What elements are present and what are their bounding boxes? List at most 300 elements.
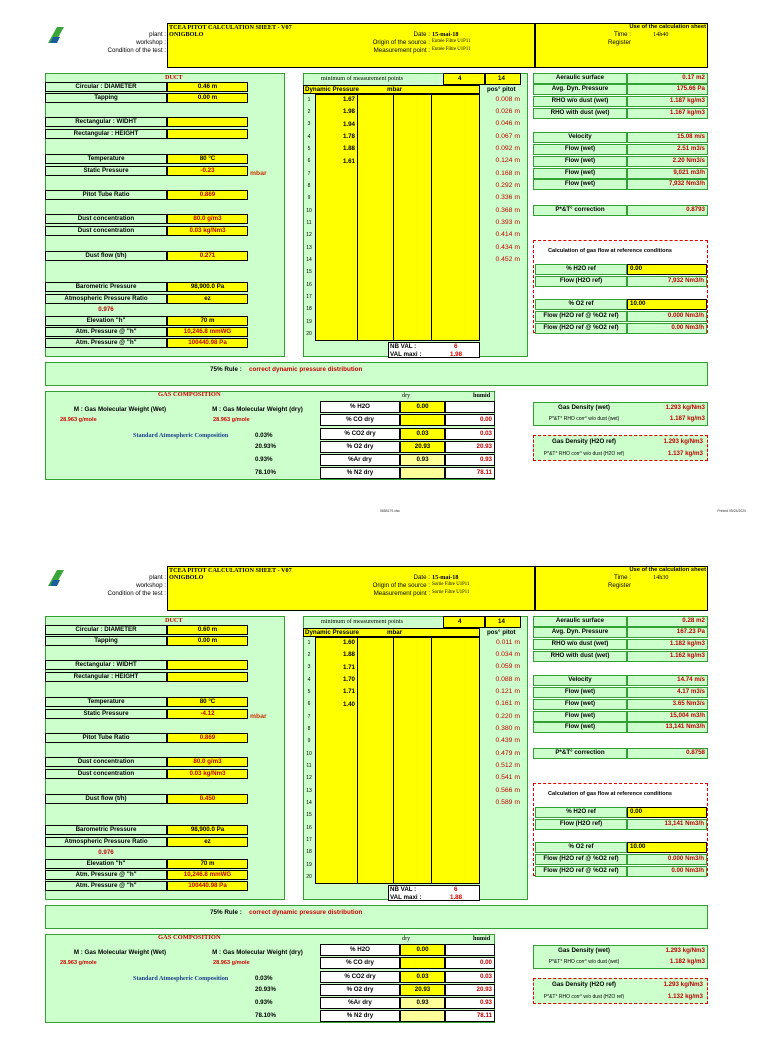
valmaxi-label: VAL maxi : xyxy=(390,351,422,358)
apr-number: 0.976 xyxy=(98,849,114,857)
duct-input-atm2[interactable]: 100440.98 Pa xyxy=(167,881,248,891)
point-number: 10 xyxy=(306,750,312,757)
lafarge-logo-mark-icon xyxy=(48,27,64,43)
duct-label-circ: Circular : DIAMETER xyxy=(45,82,167,92)
nbval-value: 6 xyxy=(454,886,458,893)
gas-humid-h2o xyxy=(445,401,495,413)
o2-std: 20.93% xyxy=(255,443,276,450)
date-label: Date : xyxy=(413,574,430,581)
duct-input-rh[interactable] xyxy=(167,129,248,139)
date-label: Date : xyxy=(413,31,430,38)
point-number: 8 xyxy=(307,725,311,732)
pitot-position-value: 0.452 m xyxy=(495,256,520,264)
lafarge-logo xyxy=(45,23,125,68)
point-number: 14 xyxy=(306,257,312,264)
ref-label-h2o_ref: % H2O ref xyxy=(535,807,627,818)
ref-label-o2_ref: % O2 ref xyxy=(535,299,627,310)
gas-label-o2_dry: % O2 dry xyxy=(320,441,400,453)
duct-input-rw[interactable] xyxy=(167,117,248,127)
mw-wet-value: 28.963 g/mole xyxy=(60,960,97,966)
right-value-flow2: 3.65 Nm3/s xyxy=(627,699,708,710)
measurement-value: Entrée Filtre U1P11 xyxy=(432,47,471,52)
workshop-label: workshop : xyxy=(136,582,166,589)
right-label-ptcorr: P*&T° correction xyxy=(533,748,627,759)
pitot-position-value: 0.336 m xyxy=(495,194,520,202)
gas-label-o2_dry: % O2 dry xyxy=(320,984,400,996)
point-number: 11 xyxy=(306,220,312,226)
pitot-position-value: 0.067 m xyxy=(495,132,520,140)
right-value-aero: 0.28 m2 xyxy=(627,616,708,627)
right-label-flow: Flow (wet) xyxy=(533,711,627,722)
rule-label: 75% Rule : xyxy=(210,366,242,373)
density-ref-label: Gas Density (H2O ref) xyxy=(552,437,616,445)
duct-input-pitot[interactable]: 0.869 xyxy=(167,733,248,743)
min-points-cell xyxy=(443,616,485,628)
plant-value: ONIGBOLO xyxy=(169,31,204,38)
point-number: 4 xyxy=(307,676,311,683)
ref-value-flow_o2a: 0.000 Nm3/h xyxy=(627,854,707,865)
ref-value-flow_o2b: 0.00 Nm3/h xyxy=(627,323,707,334)
pitot-position-value: 0.380 m xyxy=(495,725,520,733)
right-value-rho_w: 1.167 kg/m3 xyxy=(627,108,708,119)
gas-label-co_dry: % CO dry xyxy=(320,414,400,426)
right-value-rho_wo: 1.182 kg/m3 xyxy=(627,639,708,650)
gas-humid-ar_dry: 0.93 xyxy=(445,454,495,466)
right-label-flow: Flow (wet) xyxy=(533,722,627,733)
point-number: 5 xyxy=(307,688,311,695)
humid-label: humid xyxy=(473,935,491,942)
duct-title: DUCT xyxy=(165,617,183,624)
condition-label: Condition of the test : xyxy=(107,590,166,597)
gas-dry-h2o[interactable]: 0.00 xyxy=(400,944,445,956)
ref-label-flow_o2b: Flow (H2O ref @ %O2 ref) xyxy=(535,866,627,877)
dyn-pressure-value[interactable]: 1.98 xyxy=(342,108,355,116)
ref-label-o2_ref: % O2 ref xyxy=(535,842,627,853)
condition-label: Condition of the test : xyxy=(107,47,166,54)
duct-label-rw: Rectangular : WIDHT xyxy=(45,117,167,127)
point-number: 20 xyxy=(306,874,312,881)
gas-dry-o2_dry[interactable]: 20.93 xyxy=(400,984,445,996)
ref-label-flow_h2o_ref: Flow (H2O ref) xyxy=(535,819,627,830)
gas-humid-co_dry: 0.00 xyxy=(445,957,495,969)
dry-label: dry xyxy=(402,392,411,399)
duct-label-atm2: Atm. Pressure @ "h" xyxy=(45,338,167,348)
point-number: 17 xyxy=(306,837,312,844)
duct-input-dust2[interactable]: 0.03 kg/Nm3 xyxy=(167,769,248,779)
dyn-pressure-value[interactable]: 1.61 xyxy=(342,157,355,165)
o2-std: 20.93% xyxy=(255,986,276,993)
point-number: 6 xyxy=(307,158,311,165)
corr-ref-label: P*&T° RHO corr° w/o dust (H2O ref) xyxy=(543,993,625,1000)
mw-wet-label: M : Gas Molecular Weight (Wet) xyxy=(73,948,167,956)
right-label-avgdyn: Avg. Dyn. Pressure xyxy=(533,627,627,638)
pitot-position-value: 0.589 m xyxy=(495,799,520,807)
corr-wet-value: 1.182 kg/m3 xyxy=(669,957,705,965)
right-label-flow: Flow (wet) xyxy=(533,687,627,698)
duct-label-static: Static Pressure xyxy=(45,709,167,719)
gas-dry-n2_dry xyxy=(400,467,445,479)
point-number: 7 xyxy=(307,713,311,720)
right-label-rho_w: RHO with dust (wet) xyxy=(533,108,627,119)
footer-left: 5858179.xlsx xyxy=(380,509,400,513)
time-value: 14h30 xyxy=(653,574,669,581)
gas-dry-co_dry xyxy=(400,414,445,426)
ar-std: 0.93% xyxy=(255,999,273,1006)
pitot-position-value: 0.292 m xyxy=(495,182,520,190)
duct-input-temp[interactable]: 80 °C xyxy=(167,697,248,707)
right-label-aero: Aeraulic surface xyxy=(533,73,627,84)
duct-label-dustflow: Dust flow (t/h) xyxy=(45,251,167,261)
duct-input-tapping[interactable]: 0.00 m xyxy=(167,636,248,646)
duct-input-rh[interactable] xyxy=(167,672,248,682)
duct-input-temp[interactable]: 80 °C xyxy=(167,154,248,164)
time-label: Time : xyxy=(614,574,631,581)
ref-value-h2o_ref[interactable]: 0.00 xyxy=(627,807,707,818)
apr-number: 0.976 xyxy=(98,306,114,314)
right-value-ptcorr: 0.8793 xyxy=(627,205,708,216)
duct-label-tapping: Tapping xyxy=(45,93,167,103)
gas-dry-co_dry xyxy=(400,957,445,969)
density-ref-value: 1.293 kg/Nm3 xyxy=(663,437,703,445)
rule-label: 75% Rule : xyxy=(210,909,242,916)
point-number: 2 xyxy=(307,108,311,115)
gas-label-ar_dry: %Ar dry xyxy=(320,997,400,1009)
pitot-position-value: 0.011 m xyxy=(495,638,520,646)
gas-label-n2_dry: % N2 dry xyxy=(320,1010,400,1022)
corr-wet-value: 1.187 kg/m3 xyxy=(669,414,705,422)
point-number: 12 xyxy=(306,232,312,239)
dyn-pressure-value[interactable]: 1.94 xyxy=(342,120,355,128)
point-number: 16 xyxy=(306,824,312,831)
plant-label: plant : xyxy=(149,574,166,581)
right-value-flow1: 4.17 m3/s xyxy=(627,687,708,698)
gas-label-co_dry: % CO dry xyxy=(320,957,400,969)
right-value-ptcorr: 0.8758 xyxy=(627,748,708,759)
footer-right: Printed 05/24/2020 xyxy=(717,509,746,513)
point-number: 1 xyxy=(307,96,311,103)
ref-calc-title: Calculation of gas flow at reference conditions xyxy=(548,791,673,797)
lafarge-logo-mark-icon xyxy=(48,570,64,586)
duct-input-dustflow[interactable]: 0.271 xyxy=(167,251,248,261)
sheet-title: TCEA PITOT CALCULATION SHEET - V07 xyxy=(169,24,292,31)
density-ref-value: 1.293 kg/Nm3 xyxy=(663,980,703,988)
point-number: 15 xyxy=(306,269,312,276)
pitot-position-value: 0.541 m xyxy=(495,774,520,782)
duct-input-dust1[interactable]: 80.0 g/m3 xyxy=(167,214,248,224)
date-value: 15-mai-18 xyxy=(432,31,459,38)
duct-label-elev: Elevation "h" xyxy=(45,859,167,869)
duct-input-static[interactable]: -4.12 xyxy=(167,709,248,719)
min-points-cell xyxy=(443,73,485,85)
right-label-flow: Flow (wet) xyxy=(533,699,627,710)
duct-label-apr: Atmospheric Pressure Ratio xyxy=(45,294,167,304)
right-value-aero: 0.17 m2 xyxy=(627,73,708,84)
duct-input-tapping[interactable]: 0.00 m xyxy=(167,93,248,103)
point-number: 13 xyxy=(306,787,312,794)
right-value-rho_wo: 1.187 kg/m3 xyxy=(627,96,708,107)
ref-value-o2_ref[interactable]: 10.00 xyxy=(627,842,707,853)
duct-input-static[interactable]: -0.23 xyxy=(167,166,248,176)
static-pressure-unit: mbar xyxy=(250,713,267,720)
pitot-position-value: 0.092 m xyxy=(495,144,520,152)
point-number: 5 xyxy=(307,145,311,152)
right-label-flow: Flow (wet) xyxy=(533,179,627,190)
dyn-pressure-value[interactable]: 1.67 xyxy=(342,95,355,103)
pitot-sheet-inlet xyxy=(45,23,708,498)
ref-value-flow_o2a: 0.000 Nm3/h xyxy=(627,311,707,322)
gas-dry-ar_dry[interactable]: 0.93 xyxy=(400,454,445,466)
gas-humid-co2_dry: 0.03 xyxy=(445,971,495,983)
time-label: Time : xyxy=(614,31,631,38)
right-value-avg_dyn: 175.66 Pa xyxy=(627,84,708,95)
measurement-label: Measurement point : xyxy=(373,590,430,597)
gas-humid-o2_dry: 20.93 xyxy=(445,441,495,453)
right-value-flow1: 2.51 m3/s xyxy=(627,144,708,155)
gas-dry-co2_dry[interactable]: 0.03 xyxy=(400,428,445,440)
mbar-header-label: mbar xyxy=(387,86,403,93)
point-number: 11 xyxy=(306,763,312,769)
right-value-velocity: 15.08 m/s xyxy=(627,132,708,143)
duct-input-dust2[interactable]: 0.03 kg/Nm3 xyxy=(167,226,248,236)
pitot-position-value: 0.393 m xyxy=(495,219,520,227)
pitot-sheet-outlet xyxy=(45,566,708,1041)
pitot-position-value: 0.368 m xyxy=(495,206,520,214)
duct-label-dust2: Dust concentration xyxy=(45,226,167,236)
ref-label-flow_o2b: Flow (H2O ref @ %O2 ref) xyxy=(535,323,627,334)
duct-label-circ: Circular : DIAMETER xyxy=(45,625,167,635)
pitot-position-value: 0.161 m xyxy=(495,700,520,708)
right-value-flow4: 13,141 Nm3/h xyxy=(627,722,708,733)
dyn-header-label: Dynamic Pressure xyxy=(305,86,359,93)
dyn-pressure-value[interactable]: 1.78 xyxy=(342,132,355,140)
point-number: 2 xyxy=(307,651,311,658)
points-total-value: 14 xyxy=(498,75,505,82)
pitot-position-value: 0.220 m xyxy=(495,712,520,720)
rule-text: correct dynamic pressure distribution xyxy=(249,909,363,916)
duct-label-rw: Rectangular : WIDHT xyxy=(45,660,167,670)
ar-std: 0.93% xyxy=(255,456,273,463)
duct-label-pitot: Pitot Tube Ratio xyxy=(45,190,167,200)
date-value: 15-mai-18 xyxy=(432,574,459,581)
duct-label-atm1: Atm. Pressure @ "h" xyxy=(45,327,167,337)
origin-label: Origin of the source : xyxy=(372,582,430,589)
origin-value: Entrée Filtre U1P11 xyxy=(432,39,471,44)
min-points-label: minimum of measurement points xyxy=(321,75,403,82)
right-label-rho_wo: RHO w/o dust (wet) xyxy=(533,96,627,107)
right-label-flow: Flow (wet) xyxy=(533,168,627,179)
pitot-position-value: 0.168 m xyxy=(495,169,520,177)
duct-input-atm2[interactable]: 100440.98 Pa xyxy=(167,338,248,348)
point-number: 3 xyxy=(307,121,311,128)
mbar-header-label: mbar xyxy=(387,629,403,636)
dyn-pressure-value[interactable]: 1.71 xyxy=(342,663,355,671)
point-number: 14 xyxy=(306,800,312,807)
right-value-flow2: 2.20 Nm3/s xyxy=(627,156,708,167)
sheet-title: TCEA PITOT CALCULATION SHEET - V07 xyxy=(169,567,292,574)
point-number: 15 xyxy=(306,812,312,819)
duct-title: DUCT xyxy=(165,74,183,81)
humid-label: humid xyxy=(473,392,491,399)
point-number: 18 xyxy=(306,306,312,313)
ref-value-o2_ref[interactable]: 10.00 xyxy=(627,299,707,310)
pitot-position-value: 0.566 m xyxy=(495,786,520,794)
register-label: Register xyxy=(607,39,631,46)
use-calc-link[interactable]: Use of the calculation sheet xyxy=(629,567,706,573)
origin-label: Origin of the source : xyxy=(372,39,430,46)
duct-input-apr[interactable]: ez xyxy=(167,837,248,847)
pitot-position-value: 0.439 m xyxy=(495,737,520,745)
min-points-value: 4 xyxy=(458,618,462,625)
rule-text: correct dynamic pressure distribution xyxy=(249,366,363,373)
valmaxi-label: VAL maxi : xyxy=(390,894,422,901)
nbval-label: NB VAL : xyxy=(390,886,417,893)
right-label-velocity: Velocity xyxy=(533,675,627,686)
register-label: Register xyxy=(607,582,631,589)
duct-label-dust2: Dust concentration xyxy=(45,769,167,779)
duct-input-baro[interactable]: 98,900.0 Pa xyxy=(167,825,248,835)
lafarge-logo xyxy=(45,566,125,611)
rule-panel xyxy=(45,905,708,929)
dyn-pressure-value[interactable]: 1.71 xyxy=(342,688,355,696)
right-label-avgdyn: Avg. Dyn. Pressure xyxy=(533,84,627,95)
duct-label-rh: Rectangular : HEIGHT xyxy=(45,672,167,682)
duct-input-pitot[interactable]: 0.869 xyxy=(167,190,248,200)
dyn-pressure-value[interactable]: 1.88 xyxy=(342,145,355,153)
gas-label-co2_dry: % CO2 dry xyxy=(320,971,400,983)
gas-humid-o2_dry: 20.93 xyxy=(445,984,495,996)
right-value-velocity: 14.74 m/s xyxy=(627,675,708,686)
dyn-pressure-value[interactable]: 1.88 xyxy=(342,651,355,659)
mw-dry-label: M : Gas Molecular Weight (dry) xyxy=(212,405,303,413)
density-ref-label: Gas Density (H2O ref) xyxy=(552,980,616,988)
static-pressure-unit: mbar xyxy=(250,170,267,177)
plant-label: plant : xyxy=(149,31,166,38)
co2-std: 0.03% xyxy=(255,975,273,982)
duct-label-atm1: Atm. Pressure @ "h" xyxy=(45,870,167,880)
right-label-flow: Flow (wet) xyxy=(533,156,627,167)
duct-input-atm1[interactable]: 10,246.8 mmWG xyxy=(167,870,248,880)
pitot-position-value: 0.059 m xyxy=(495,663,520,671)
duct-label-apr: Atmospheric Pressure Ratio xyxy=(45,837,167,847)
plant-value: ONIGBOLO xyxy=(169,574,204,581)
pitot-position-value: 0.046 m xyxy=(495,120,520,128)
right-value-flow3: 15,004 m3/h xyxy=(627,711,708,722)
corr-ref-value: 1.132 kg/m3 xyxy=(667,992,703,1000)
dyn-pressure-value[interactable]: 1.70 xyxy=(342,675,355,683)
gas-label-ar_dry: %Ar dry xyxy=(320,454,400,466)
corr-ref-label: P*&T° RHO corr° w/o dust (H2O ref) xyxy=(543,450,625,457)
point-number: 9 xyxy=(307,195,311,202)
point-number: 17 xyxy=(306,294,312,301)
pitot-position-value: 0.088 m xyxy=(495,675,520,683)
duct-label-rh: Rectangular : HEIGHT xyxy=(45,129,167,139)
pitot-position-value: 0.124 m xyxy=(495,157,520,165)
point-number: 8 xyxy=(307,182,311,189)
right-label-rho_w: RHO with dust (wet) xyxy=(533,651,627,662)
point-number: 16 xyxy=(306,281,312,288)
nbval-label: NB VAL : xyxy=(390,343,417,350)
dyn-pressure-value[interactable]: 1.60 xyxy=(342,638,355,646)
mw-wet-label: M : Gas Molecular Weight (Wet) xyxy=(73,405,167,413)
duct-input-dust1[interactable]: 80.0 g/m3 xyxy=(167,757,248,767)
gas-dry-h2o[interactable]: 0.00 xyxy=(400,401,445,413)
origin-value: Sortie Filtre U1P11 xyxy=(432,582,470,587)
valmaxi-value: 1.98 xyxy=(450,351,463,358)
gas-humid-h2o xyxy=(445,944,495,956)
pitot-position-value: 0.026 m xyxy=(495,107,520,115)
pitot-position-value: 0.434 m xyxy=(495,243,520,251)
use-calc-link[interactable]: Use of the calculation sheet xyxy=(629,24,706,30)
right-label-rho_wo: RHO w/o dust (wet) xyxy=(533,639,627,650)
duct-label-dust1: Dust concentration xyxy=(45,214,167,224)
duct-input-dustflow[interactable]: 0.450 xyxy=(167,794,248,804)
point-number: 13 xyxy=(306,244,312,251)
dyn-header-label: Dynamic Pressure xyxy=(305,629,359,636)
right-label-flow: Flow (wet) xyxy=(533,144,627,155)
pos-header-label: pos° pitot xyxy=(487,86,516,93)
co2-std: 0.03% xyxy=(255,432,273,439)
point-number: 9 xyxy=(307,738,311,745)
points-total-value: 14 xyxy=(498,618,505,625)
duct-input-baro[interactable]: 98,900.0 Pa xyxy=(167,282,248,292)
ref-value-flow_h2o_ref: 13,141 Nm3/h xyxy=(627,819,707,830)
gas-humid-n2_dry: 78.11 xyxy=(445,1010,495,1022)
dyn-pressure-value[interactable]: 1.40 xyxy=(342,700,355,708)
duct-input-circ[interactable]: 0.60 m xyxy=(167,625,248,635)
valmaxi-value: 1.88 xyxy=(450,894,463,901)
point-number: 12 xyxy=(306,775,312,782)
rule-panel xyxy=(45,362,708,386)
point-number: 1 xyxy=(307,639,311,646)
right-value-avg_dyn: 167.23 Pa xyxy=(627,627,708,638)
point-number: 19 xyxy=(306,318,312,325)
pitot-position-value: 0.479 m xyxy=(495,749,520,757)
duct-label-static: Static Pressure xyxy=(45,166,167,176)
pitot-position-value: 0.414 m xyxy=(495,231,520,239)
gas-title: GAS COMPOSITION xyxy=(158,391,221,398)
point-number: 20 xyxy=(306,331,312,338)
pitot-position-value: 0.512 m xyxy=(495,762,520,770)
pitot-position-value: 0.008 m xyxy=(495,95,520,103)
dyn-grid-col2 xyxy=(393,637,394,884)
pos-header-label: pos° pitot xyxy=(487,629,516,636)
gas-dry-o2_dry[interactable]: 20.93 xyxy=(400,441,445,453)
duct-input-atm1[interactable]: 10,246.8 mmWG xyxy=(167,327,248,337)
duct-input-apr[interactable]: ez xyxy=(167,294,248,304)
gas-dry-co2_dry[interactable]: 0.03 xyxy=(400,971,445,983)
point-number: 3 xyxy=(307,664,311,671)
mw-dry-label: M : Gas Molecular Weight (dry) xyxy=(212,948,303,956)
gas-dry-ar_dry[interactable]: 0.93 xyxy=(400,997,445,1009)
duct-label-temp: Temperature xyxy=(45,697,167,707)
duct-input-elev[interactable]: 70 m xyxy=(167,859,248,869)
dry-label: dry xyxy=(402,935,411,942)
duct-input-circ[interactable]: 0.46 m xyxy=(167,82,248,92)
duct-input-rw[interactable] xyxy=(167,660,248,670)
density-wet-label: Gas Density (wet) xyxy=(558,947,610,955)
ref-value-h2o_ref[interactable]: 0.00 xyxy=(627,264,707,275)
duct-label-dust1: Dust concentration xyxy=(45,757,167,767)
corr-wet-label: P*&T° RHO corr° w/o dust (wet) xyxy=(548,958,620,965)
duct-label-pitot: Pitot Tube Ratio xyxy=(45,733,167,743)
ref-label-flow_o2a: Flow (H2O ref @ %O2 ref) xyxy=(535,311,627,322)
duct-label-dustflow: Dust flow (t/h) xyxy=(45,794,167,804)
duct-label-baro: Barometric Pressure xyxy=(45,825,167,835)
corr-ref-value: 1.137 kg/m3 xyxy=(667,449,703,457)
duct-input-elev[interactable]: 70 m xyxy=(167,316,248,326)
point-number: 10 xyxy=(306,207,312,214)
duct-label-elev: Elevation "h" xyxy=(45,316,167,326)
